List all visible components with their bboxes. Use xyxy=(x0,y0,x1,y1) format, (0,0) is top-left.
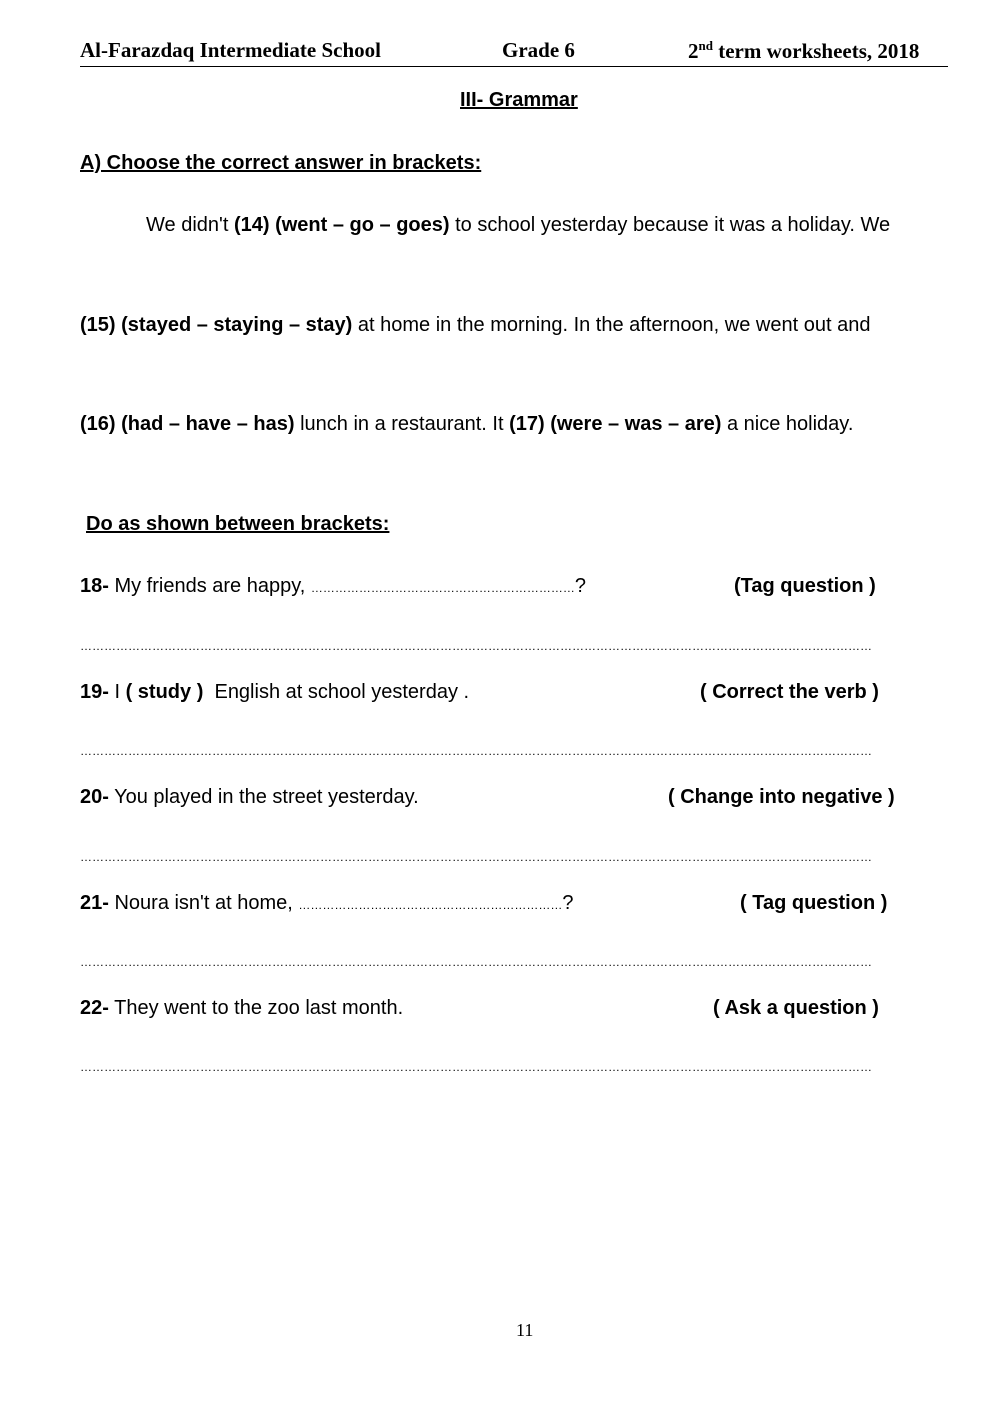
question-20 xyxy=(80,786,419,809)
question-number-17: (17) xyxy=(509,413,551,435)
question-number: 19- xyxy=(80,681,109,703)
question-text: You played in the street yesterday. xyxy=(108,786,419,808)
question-mark: ? xyxy=(562,892,574,914)
options-15[interactable]: (stayed – staying – stay) xyxy=(121,314,353,336)
instruction-20: ( Change into negative ) xyxy=(668,786,895,808)
answer-blank[interactable]: ………………………………………………………… xyxy=(298,898,563,912)
text: a nice holiday. xyxy=(721,413,854,435)
term-suffix: nd xyxy=(698,38,713,53)
question-number: 21- xyxy=(80,892,109,914)
answer-line-19[interactable]: ……………………………………………………………………………………………………………………………………………………………………………… xyxy=(80,744,872,758)
grade-label: Grade 6 xyxy=(502,38,575,62)
instruction-19: ( Correct the verb ) xyxy=(700,681,879,703)
section-title: III- Grammar xyxy=(460,89,578,111)
question-text: Noura isn't at home, xyxy=(108,892,299,914)
part-a-title: A) Choose the correct answer in brackets: xyxy=(80,152,482,174)
question-text: I xyxy=(108,681,126,703)
question-22 xyxy=(80,997,403,1020)
text: lunch in a restaurant. It xyxy=(294,413,510,435)
school-name: Al-Farazdaq Intermediate School xyxy=(80,38,381,62)
part-b-title: Do as shown between brackets: xyxy=(86,513,390,535)
question-number-16: (16) xyxy=(80,413,122,435)
term-number: 2 xyxy=(688,39,699,63)
term-label xyxy=(688,38,919,64)
options-14[interactable]: (went – go – goes) xyxy=(275,214,450,236)
answer-line-22[interactable]: ……………………………………………………………………………………………………………………………………………………………………………… xyxy=(80,1060,872,1074)
text: at home in the morning. In the afternoon, we went out and xyxy=(352,314,871,336)
question-number: 20- xyxy=(80,786,109,808)
question-21 xyxy=(80,892,574,915)
paragraph-line-1 xyxy=(146,214,890,237)
instruction-21: ( Tag question ) xyxy=(740,892,888,914)
question-text: They went to the zoo last month. xyxy=(108,997,404,1019)
page-header xyxy=(80,38,948,67)
question-18 xyxy=(80,575,586,598)
question-19 xyxy=(80,681,469,704)
question-number: 18- xyxy=(80,575,109,597)
answer-line-21[interactable]: ……………………………………………………………………………………………………………………………………………………………………………… xyxy=(80,955,872,969)
question-number-15: (15) xyxy=(80,314,122,336)
answer-line-20[interactable]: ……………………………………………………………………………………………………………………………………………………………………………… xyxy=(80,850,872,864)
instruction-18: (Tag question ) xyxy=(734,575,876,597)
text: We didn't xyxy=(146,214,234,236)
paragraph-line-3 xyxy=(80,413,853,436)
question-text: English at school yesterday . xyxy=(203,681,470,703)
text: to school yesterday because it was a holiday. We xyxy=(449,214,891,236)
paragraph-line-2 xyxy=(80,314,870,337)
term-rest: term worksheets, 2018 xyxy=(712,39,920,63)
answer-blank[interactable]: ………………………………………………………… xyxy=(310,581,575,595)
verb-in-brackets: ( study ) xyxy=(125,681,204,703)
question-number: 22- xyxy=(80,997,109,1019)
question-number-14: (14) xyxy=(233,214,276,236)
question-mark: ? xyxy=(574,575,586,597)
page-number: 11 xyxy=(516,1320,534,1340)
options-16[interactable]: (had – have – has) xyxy=(121,413,295,435)
instruction-22: ( Ask a question ) xyxy=(713,997,879,1019)
question-text: My friends are happy, xyxy=(108,575,311,597)
options-17[interactable]: (were – was – are) xyxy=(550,413,722,435)
answer-line-18[interactable]: ……………………………………………………………………………………………………………………………………………………………………………… xyxy=(80,639,872,653)
